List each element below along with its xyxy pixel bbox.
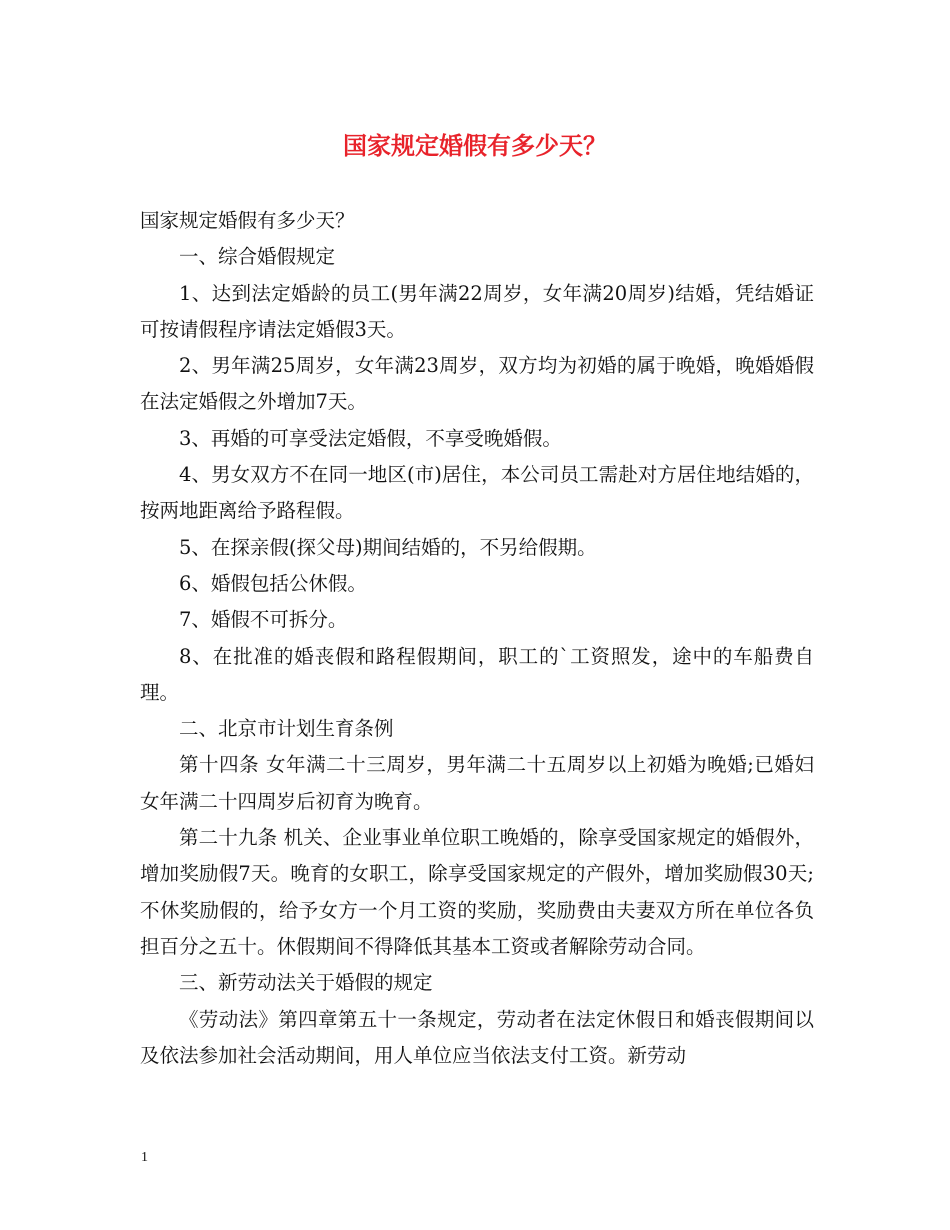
- paragraph: 第二十九条 机关、企业事业单位职工晚婚的，除享受国家规定的婚假外，增加奖励假7天。晚育的女职工，除享受国家规定的产假外，增加奖励假30天;不休奖励假的，给予女方一个月工资的奖励，奖励费由夫妻双方所在单位各负担百分之五十。休假期间不得降低其基本工资或者解除劳动合同。: [140, 826, 814, 958]
- paragraph: 《劳动法》第四章第五十一条规定，劳动者在法定休假日和婚丧假期间以及依法参加社会活动期间，用人单位应当依法支付工资。新劳动: [140, 1007, 814, 1067]
- paragraph: 2、男年满25周岁，女年满23周岁，双方均为初婚的属于晚婚，晚婚婚假在法定婚假之外增加7天。: [140, 354, 814, 414]
- document-title: 国家规定婚假有多少天？: [343, 131, 607, 160]
- section-heading: 二、北京市计划生育条例: [179, 717, 394, 741]
- document-body: [140, 203, 814, 1074]
- paragraph: 第十四条 女年满二十三周岁，男年满二十五周岁以上初婚为晚婚;已婚妇女年满二十四周岁后初育为晚育。: [140, 753, 814, 813]
- paragraph: 国家规定婚假有多少天？: [140, 209, 355, 232]
- section-heading: 三、新劳动法关于婚假的规定: [179, 971, 433, 995]
- paragraph: 5、在探亲假(探父母)期间结婚的，不另给假期。: [179, 535, 597, 559]
- section-heading: 一、综合婚假规定: [179, 245, 336, 269]
- paragraph: 4、男女双方不在同一地区(市)居住，本公司员工需赴对方居住地结婚的，按两地距离给予路程假。: [140, 463, 814, 523]
- paragraph: 3、再婚的可享受法定婚假，不享受晚婚假。: [179, 426, 562, 450]
- paragraph: 8、在批准的婚丧假和路程假期间，职工的`工资照发，途中的车船费自理。: [140, 644, 814, 704]
- paragraph: 6、婚假包括公休假。: [179, 571, 367, 595]
- page-number: 1: [141, 1150, 148, 1165]
- paragraph: 1、达到法定婚龄的员工(男年满22周岁，女年满20周岁)结婚，凭结婚证可按请假程序请法定婚假3天。: [140, 281, 814, 341]
- paragraph: 7、婚假不可拆分。: [179, 608, 348, 632]
